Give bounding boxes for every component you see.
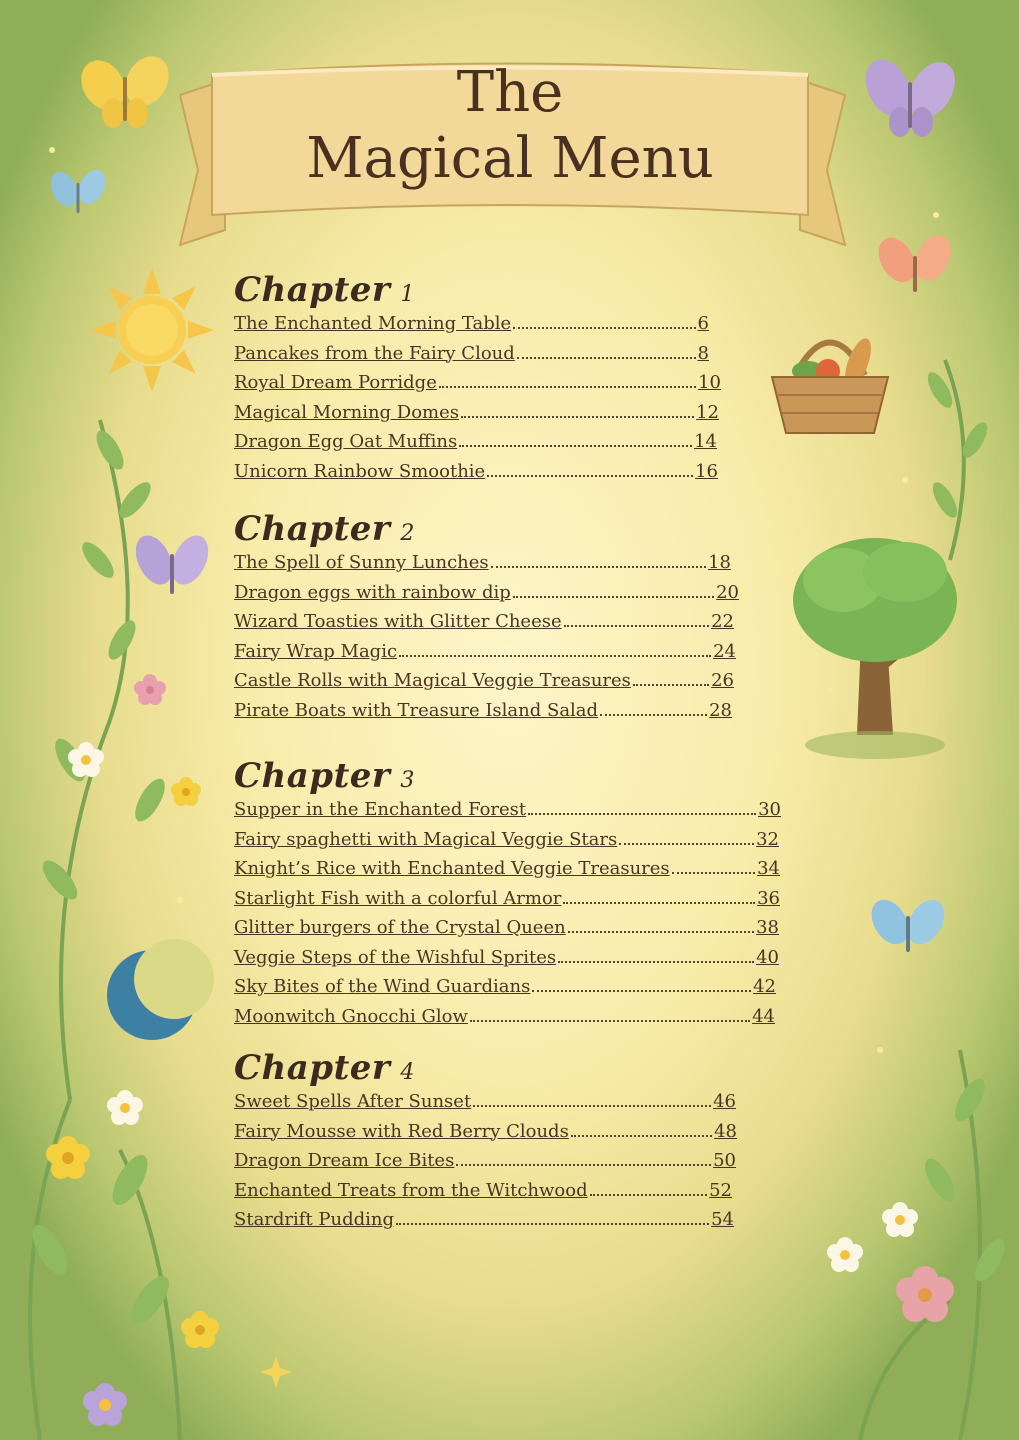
- leaves-right: [919, 369, 1010, 1286]
- chapter-2: [234, 505, 754, 730]
- toc-entry[interactable]: Fairy Mousse with Red Berry Clouds 48: [234, 1120, 737, 1142]
- toc-entry[interactable]: Sweet Spells After Sunset 46: [234, 1091, 736, 1112]
- toc-entry[interactable]: Pancakes from the Fairy Cloud 8: [234, 342, 709, 364]
- menu-title: [240, 60, 780, 192]
- toc-entry[interactable]: Royal Dream Porridge 10: [234, 372, 721, 393]
- toc-entry[interactable]: Dragon eggs with rainbow dip 20: [234, 581, 739, 603]
- toc-entry[interactable]: Stardrift Pudding 54: [234, 1209, 734, 1230]
- toc-entry[interactable]: Dragon Egg Oat Muffins 14: [234, 431, 717, 452]
- chapter-heading: Chapter 3: [234, 756, 415, 796]
- white-flower-icon: [827, 1237, 863, 1272]
- toc-entry[interactable]: Unicorn Rainbow Smoothie 16: [234, 460, 718, 482]
- chapter-1: [234, 266, 734, 491]
- chapter-3: [234, 752, 784, 1036]
- purple-butterfly-icon: [857, 52, 964, 137]
- chapter-4: [234, 1044, 739, 1240]
- toc-entry[interactable]: Veggie Steps of the Wishful Sprites 40: [234, 946, 779, 968]
- yellow-flower-icon: [181, 1311, 219, 1348]
- crescent-moon-icon: [107, 939, 214, 1040]
- toc-entry[interactable]: The Enchanted Morning Table 6: [234, 313, 709, 334]
- white-flower-icon: [107, 1090, 143, 1125]
- toc-entry[interactable]: The Spell of Sunny Lunches 18: [234, 552, 731, 573]
- toc-entry[interactable]: Magical Morning Domes 12: [234, 401, 719, 423]
- pink-flower-icon: [134, 674, 166, 705]
- purple-butterfly-icon: [129, 530, 216, 594]
- toc-entry[interactable]: Knight’s Rice with Enchanted Veggie Treasures 34: [234, 858, 780, 879]
- toc-entry[interactable]: Supper in the Enchanted Forest 30: [234, 799, 781, 820]
- chapter-heading: Chapter 2: [234, 509, 415, 549]
- toc-entry[interactable]: Glitter burgers of the Crystal Queen 38: [234, 917, 779, 938]
- chapter-heading: Chapter 1: [234, 270, 415, 310]
- purple-flower-icon: [83, 1383, 127, 1426]
- toc-entry[interactable]: Moonwitch Gnocchi Glow 44: [234, 1005, 775, 1027]
- sun-icon: [90, 268, 214, 392]
- blue-butterfly-icon: [46, 166, 111, 213]
- white-flower-icon: [882, 1202, 918, 1237]
- orange-butterfly-icon: [871, 229, 958, 292]
- toc-entry[interactable]: Sky Bites of the Wind Guardians 42: [234, 976, 776, 997]
- sparkle-icon: [260, 1356, 292, 1388]
- bread-basket-icon: [772, 335, 888, 433]
- yellow-butterfly-icon: [73, 48, 178, 128]
- toc-entry[interactable]: Enchanted Treats from the Witchwood 52: [234, 1179, 732, 1201]
- toc-entry[interactable]: Castle Rolls with Magical Veggie Treasures 26: [234, 670, 734, 691]
- chapter-heading: Chapter 4: [234, 1048, 415, 1088]
- tree-icon: [793, 538, 957, 759]
- toc-entry[interactable]: Fairy spaghetti with Magical Veggie Stars 32: [234, 828, 779, 850]
- yellow-flower-icon: [46, 1136, 90, 1179]
- menu-title-line1: The: [456, 60, 564, 125]
- menu-title-line2: Magical Menu: [306, 126, 714, 191]
- toc-entry[interactable]: Fairy Wrap Magic 24: [234, 640, 736, 662]
- toc-entry[interactable]: Wizard Toasties with Glitter Cheese 22: [234, 611, 734, 632]
- blue-butterfly-icon: [864, 893, 952, 952]
- pink-flower-icon: [896, 1266, 954, 1322]
- toc-entry[interactable]: Pirate Boats with Treasure Island Salad 28: [234, 699, 732, 721]
- yellow-flower-icon: [171, 777, 201, 806]
- toc-entry[interactable]: Starlight Fish with a colorful Armor 36: [234, 887, 780, 909]
- toc-entry[interactable]: Dragon Dream Ice Bites 50: [234, 1150, 736, 1171]
